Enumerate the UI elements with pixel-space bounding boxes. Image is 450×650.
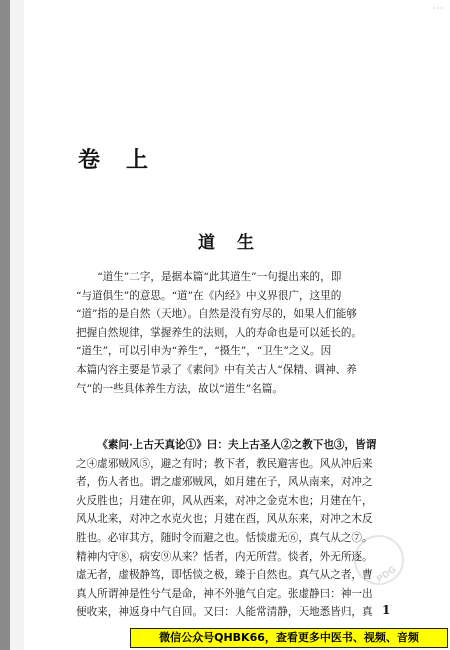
volume-title: 卷上 (78, 147, 175, 173)
quote-line: 之④虚邪贼风⑤，避之有时；教下者，教民避害也。风从冲后来 (76, 457, 373, 470)
page-number: 1 (382, 603, 391, 617)
left-scroll-border (0, 0, 10, 650)
left-margin-strip (10, 0, 24, 650)
watermark-text: PDG (375, 564, 399, 586)
quote-line: 《素问·上古天真论①》曰：夫上古圣人②之教下也③，皆谓 (97, 439, 377, 451)
quote-line: 风从北来，对冲之水克火也；月建在酉，风从东来，对冲之木反 (76, 513, 373, 526)
quote-line: 胜也。必审其方，随时令而避之也。恬惔虚无⑥，真气从之⑦。 (76, 531, 373, 544)
quote-line: 精神内守⑧，病安⑨从来？恬者，内无所营。惔者，外无所逐。 (76, 550, 373, 563)
quote-line: 虚无者，虚极静笃，即恬惔之极，臻于自然也。真气从之者，曹 (76, 569, 373, 582)
intro-line: “与道俱生”的意思。“道”在《内经》中义界很广，这里的 (76, 289, 342, 302)
intro-line: “道”指的是自然（天地）。自然是没有穷尽的，如果人们能够 (76, 308, 357, 321)
intro-line: “道生”二字，是据本篇“此其道生”一句提出来的，即 (97, 271, 342, 283)
classic-quote-paragraph (76, 436, 422, 622)
chapter-title: 道生 (198, 233, 276, 253)
quote-line: 真人所谓神是性兮气是命，神不外驰气自定。张虚静曰：神一出 (76, 587, 373, 600)
document-page (24, 0, 450, 650)
intro-line: “道生”，可以引申为“养生”，“摄生”，“卫生”之义。因 (76, 345, 332, 358)
intro-line: 气”的一些具体养生方法，故以“道生”名篇。 (76, 382, 283, 395)
intro-line: 把握自然规律，掌握养生的法则，人的寿命也是可以延长的。 (76, 326, 363, 339)
corner-mark: ··· (433, 4, 444, 13)
quote-line: 者，伤人者也。谓之虚邪贼风，如月建在子，风从南来，对冲之 (76, 476, 373, 489)
quote-line: 便收来，神返身中气自回。又曰：人能常清静，天地悉皆归，真 (76, 606, 373, 619)
intro-paragraph (76, 268, 422, 398)
promo-banner[interactable]: 微信公众号QHBK66，查看更多中医书、视频、音频 (130, 628, 448, 648)
quote-line: 火反胜也；月建在卯，风从西来，对冲之金克木也；月建在午， (76, 494, 373, 507)
intro-line: 本篇内容主要是节录了《素问》中有关古人“保精、调神、养 (76, 363, 357, 376)
